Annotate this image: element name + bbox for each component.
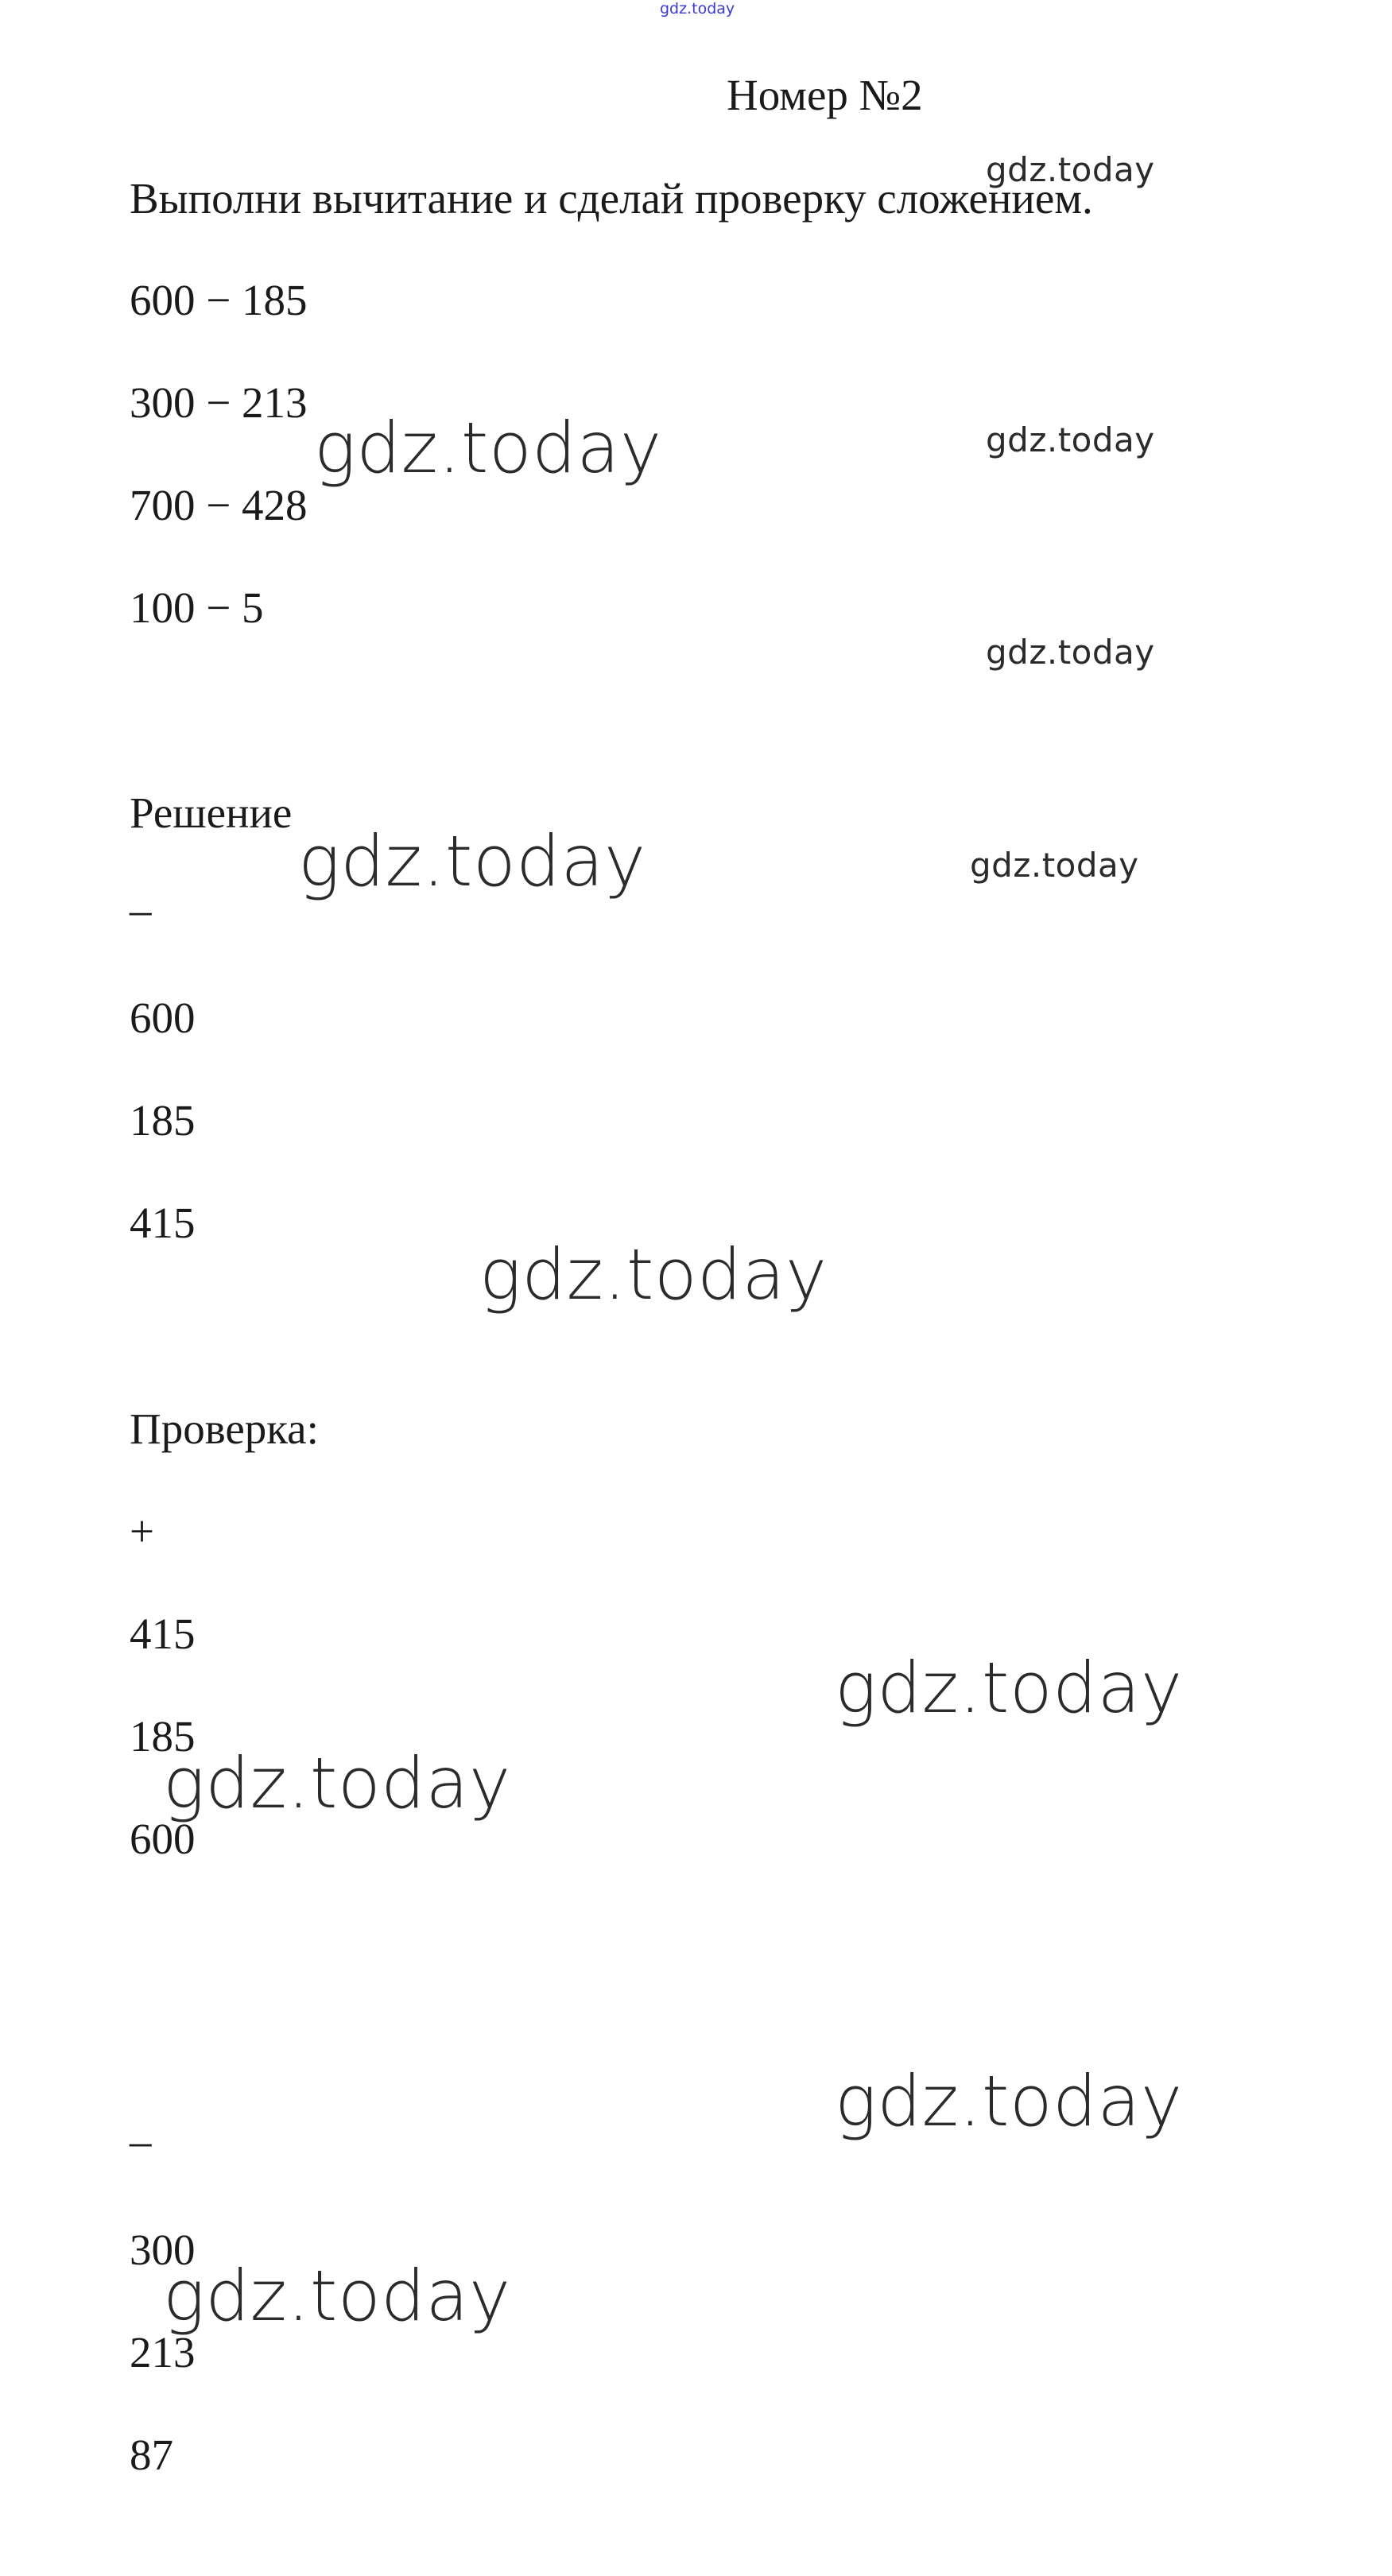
subtrahend-1: 185 bbox=[130, 1096, 196, 1145]
expression-2: 300 − 213 bbox=[130, 378, 308, 427]
addend-2: 185 bbox=[130, 1712, 196, 1761]
minus-sign-2: – bbox=[130, 2117, 152, 2165]
watermark-logo: gdz.today bbox=[835, 1647, 1183, 1729]
problem-title: Номер №2 bbox=[727, 71, 923, 119]
watermark-logo: gdz.today bbox=[986, 150, 1155, 189]
minus-sign-1: – bbox=[130, 885, 152, 934]
header-watermark: gdz.today bbox=[660, 0, 735, 17]
expression-1: 600 − 185 bbox=[130, 276, 308, 324]
plus-sign-1: + bbox=[130, 1507, 155, 1555]
watermark-logo: gdz.today bbox=[314, 407, 662, 489]
watermark-logo: gdz.today bbox=[986, 633, 1155, 672]
watermark-logo: gdz.today bbox=[298, 820, 646, 902]
sum-1: 600 bbox=[130, 1815, 196, 1863]
watermark-logo: gdz.today bbox=[479, 1234, 828, 1315]
watermark-logo: gdz.today bbox=[163, 1742, 511, 1824]
minuend-2: 300 bbox=[130, 2225, 196, 2274]
addend-1: 415 bbox=[130, 1610, 196, 1658]
expression-3: 700 − 428 bbox=[130, 481, 308, 529]
subtrahend-2: 213 bbox=[130, 2328, 196, 2377]
watermark-logo: gdz.today bbox=[970, 846, 1139, 885]
check-heading: Проверка: bbox=[130, 1404, 319, 1453]
instruction-text: Выполни вычитание и сделай проверку сложением. bbox=[130, 174, 1093, 223]
solution-heading: Решение bbox=[130, 788, 293, 837]
minuend-1: 600 bbox=[130, 994, 196, 1042]
watermark-logo: gdz.today bbox=[986, 420, 1155, 459]
difference-1: 415 bbox=[130, 1199, 196, 1247]
watermark-logo: gdz.today bbox=[163, 2255, 511, 2337]
difference-2: 87 bbox=[130, 2431, 173, 2479]
expression-4: 100 − 5 bbox=[130, 583, 264, 632]
watermark-logo: gdz.today bbox=[835, 2060, 1183, 2142]
